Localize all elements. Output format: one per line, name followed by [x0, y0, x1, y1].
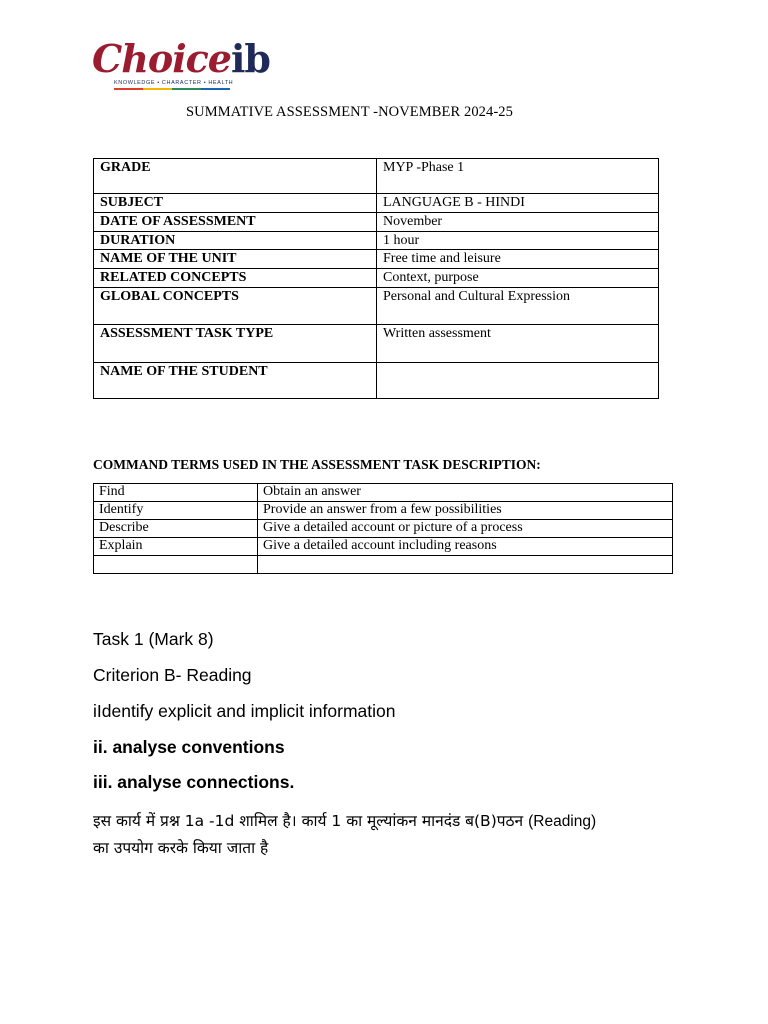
command-term: [94, 556, 258, 574]
info-value: Free time and leisure: [377, 250, 659, 269]
info-value: November: [377, 213, 659, 232]
command-term: Explain: [94, 538, 258, 556]
info-value: 1 hour: [377, 232, 659, 250]
command-term: Identify: [94, 502, 258, 520]
info-value: LANGUAGE B - HINDI: [377, 194, 659, 213]
hindi-text-part1: इस कार्य में प्रश्न 1a -1d शामिल है। कार्य 1 का मूल्यांकन मानदंड ब(B)पठन: [93, 812, 529, 830]
command-definition: Obtain an answer: [258, 484, 673, 502]
task-title: Task 1 (Mark 8): [93, 629, 214, 649]
command-definition: Provide an answer from a few possibilities: [258, 502, 673, 520]
task-objective-iii: iii. analyse connections.: [93, 772, 295, 792]
info-row-related-concepts: [94, 269, 659, 288]
info-row-global-concepts: [94, 288, 659, 325]
info-label: DURATION: [94, 232, 377, 250]
info-label: DATE OF ASSESSMENT: [94, 213, 377, 232]
task-criterion: Criterion B- Reading: [93, 665, 252, 685]
command-definition: [258, 556, 673, 574]
info-label: SUBJECT: [94, 194, 377, 213]
command-term: Describe: [94, 520, 258, 538]
info-value: Written assessment: [377, 325, 659, 363]
task-instructions-hindi: [93, 808, 683, 861]
assessment-info-table: [93, 158, 659, 399]
table-row: [94, 556, 673, 574]
info-row-subject: [94, 194, 659, 213]
info-label: RELATED CONCEPTS: [94, 269, 377, 288]
info-label: NAME OF THE STUDENT: [94, 363, 377, 399]
hindi-text-part2: का उपयोग करके किया जाता है: [93, 839, 269, 857]
info-label: GRADE: [94, 159, 377, 194]
logo-tagline: KNOWLEDGE • CHARACTER • HEALTH: [114, 80, 234, 86]
info-row-student-name: [94, 363, 659, 399]
table-row: [94, 520, 673, 538]
info-value: Personal and Cultural Expression: [377, 288, 659, 325]
info-row-date: [94, 213, 659, 232]
logo-wordmark: Choiceib: [92, 36, 270, 81]
info-row-duration: [94, 232, 659, 250]
info-value: MYP -Phase 1: [377, 159, 659, 194]
table-row: [94, 484, 673, 502]
hindi-text-english: (Reading): [528, 813, 597, 830]
command-definition: Give a detailed account including reasons: [258, 538, 673, 556]
command-terms-heading: COMMAND TERMS USED IN THE ASSESSMENT TASK DESCRIPTION:: [93, 457, 541, 472]
task-objective-ii: ii. analyse conventions: [93, 737, 285, 757]
info-label: NAME OF THE UNIT: [94, 250, 377, 269]
logo-color-stripe: [114, 88, 230, 90]
task-objective-i: iIdentify explicit and implicit information: [93, 701, 396, 721]
school-logo: [92, 36, 270, 94]
info-label: GLOBAL CONCEPTS: [94, 288, 377, 325]
info-value: Context, purpose: [377, 269, 659, 288]
table-row: [94, 502, 673, 520]
command-definition: Give a detailed account or picture of a process: [258, 520, 673, 538]
info-row-grade: [94, 159, 659, 194]
info-row-unit: [94, 250, 659, 269]
command-term: Find: [94, 484, 258, 502]
info-label: ASSESSMENT TASK TYPE: [94, 325, 377, 363]
table-row: [94, 538, 673, 556]
student-name-field[interactable]: [377, 363, 659, 399]
info-row-task-type: [94, 325, 659, 363]
document-title: SUMMATIVE ASSESSMENT -NOVEMBER 2024-25: [186, 104, 513, 120]
command-terms-table: [93, 483, 673, 574]
